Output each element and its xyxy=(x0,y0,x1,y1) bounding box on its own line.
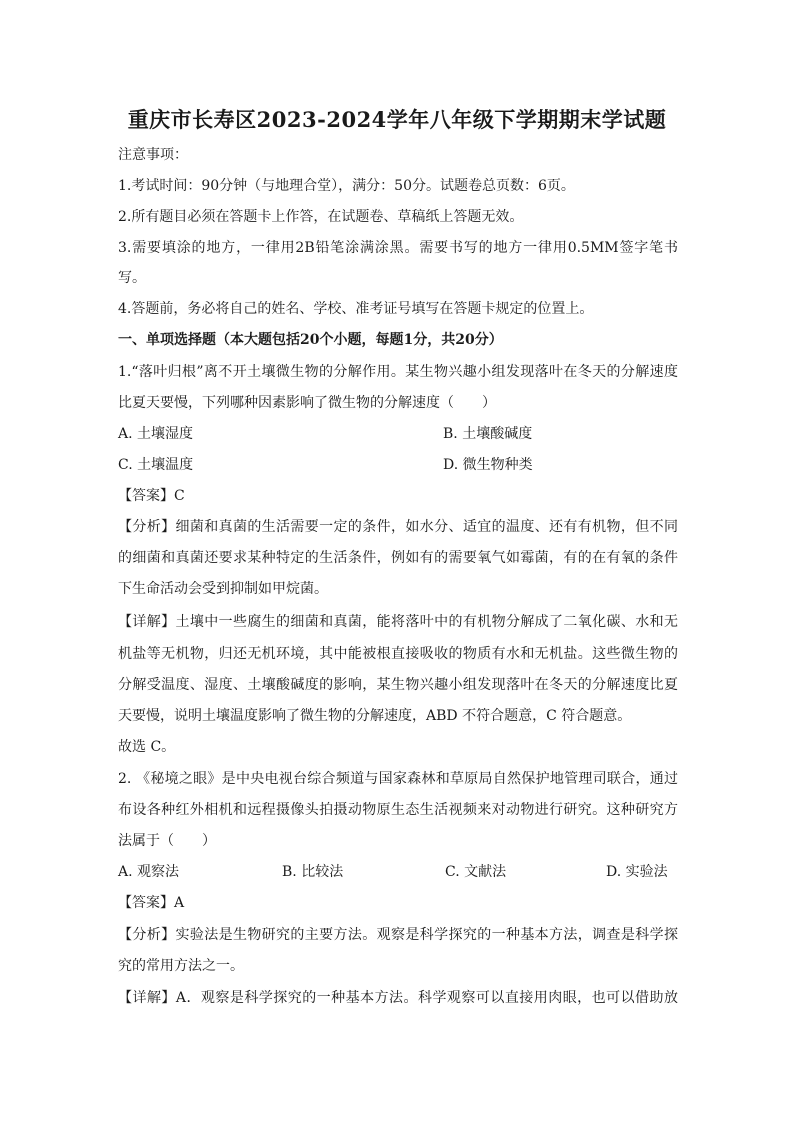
q2-analysis-line-2: 究的常用方法之一。 xyxy=(118,958,244,974)
q1-analysis-line-3: 下生命活动会受到抑制如甲烷菌。 xyxy=(118,581,328,597)
notice-item-4: 4.答题前，务必将自己的姓名、学校、准考证号填写在答题卡规定的位置上。 xyxy=(118,301,594,317)
q2-option-a: A. 观察法 xyxy=(118,864,180,880)
q1-stem-line-1: 1.“落叶归根”离不开土壤微生物的分解作用。某生物兴趣小组发现落叶在冬天的分解速度 xyxy=(118,364,678,380)
q1-option-a: A. 土壤湿度 xyxy=(118,426,194,442)
q2-stem-line-1: 2. 《秘境之眼》是中央电视台综合频道与国家森林和草原局自然保护地管理司联合，通过 xyxy=(118,771,678,787)
q1-detail-line-1: 【详解】土壤中一些腐生的细菌和真菌，能将落叶中的有机物分解成了二氧化碳、水和无 xyxy=(118,614,678,630)
q1-analysis-line-1: 【分析】细菌和真菌的生活需要一定的条件，如水分、适宜的温度、还有有机物，但不同 xyxy=(118,519,678,535)
q1-detail-line-2: 机盐等无机物，归还无机环境，其中能被根直接吸收的物质有水和无机盐。这些微生物的 xyxy=(118,646,678,662)
notice-item-3-line-2: 写。 xyxy=(118,270,146,286)
notice-item-2: 2.所有题目必须在答题卡上作答，在试题卷、草稿纸上答题无效。 xyxy=(118,209,524,225)
page-title: 重庆市长寿区2023-2024学年八年级下学期期末学试题 xyxy=(127,107,667,132)
q2-answer: 【答案】A xyxy=(118,895,185,911)
q2-stem-line-3: 法属于（ ） xyxy=(118,833,216,849)
q2-option-d: D. 实验法 xyxy=(606,864,668,880)
q1-answer: 【答案】C xyxy=(118,488,185,504)
q2-analysis-line-1: 【分析】实验法是生物研究的主要方法。观察是科学探究的一种基本方法，调查是科学探 xyxy=(118,927,678,943)
q1-option-c: C. 土壤温度 xyxy=(118,457,194,473)
q1-option-b: B. 土壤酸碱度 xyxy=(443,426,533,442)
q2-option-b: B. 比较法 xyxy=(282,864,344,880)
q1-detail-line-3: 分解受温度、湿度、土壤酸碱度的影响，某生物兴趣小组发现落叶在冬天的分解速度比夏 xyxy=(118,677,678,693)
q2-stem-line-2: 布设各种红外相机和远程摄像头拍摄动物原生态生活视频来对动物进行研究。这种研究方 xyxy=(118,802,678,818)
q1-conclusion: 故选 C。 xyxy=(118,739,176,755)
q1-detail-line-4: 天要慢，说明土壤温度影响了微生物的分解速度，ABD 不符合题意，C 符合题意。 xyxy=(118,708,632,724)
q2-detail-line-1: 【详解】A．观察是科学探究的一种基本方法。科学观察可以直接用肉眼，也可以借助放 xyxy=(118,990,678,1006)
q1-analysis-line-2: 的细菌和真菌还要求某种特定的生活条件，例如有的需要氧气如霉菌，有的在有氧的条件 xyxy=(118,550,678,566)
q2-option-c: C. 文献法 xyxy=(445,864,507,880)
notice-item-1: 1.考试时间：90分钟（与地理合堂），满分：50分。试题卷总页数：6页。 xyxy=(118,178,575,194)
section-heading: 一、单项选择题（本大题包括20个小题，每题1分，共20分） xyxy=(118,332,503,348)
q1-option-d: D. 微生物种类 xyxy=(443,457,533,473)
notice-item-3-line-1: 3.需要填涂的地方，一律用2B铅笔涂满涂黑。需要书写的地方一律用0.5MM签字笔书 xyxy=(118,240,678,256)
q1-stem-line-2: 比夏天要慢，下列哪种因素影响了微生物的分解速度（ ） xyxy=(118,395,496,411)
notice-heading: 注意事项： xyxy=(118,147,188,163)
